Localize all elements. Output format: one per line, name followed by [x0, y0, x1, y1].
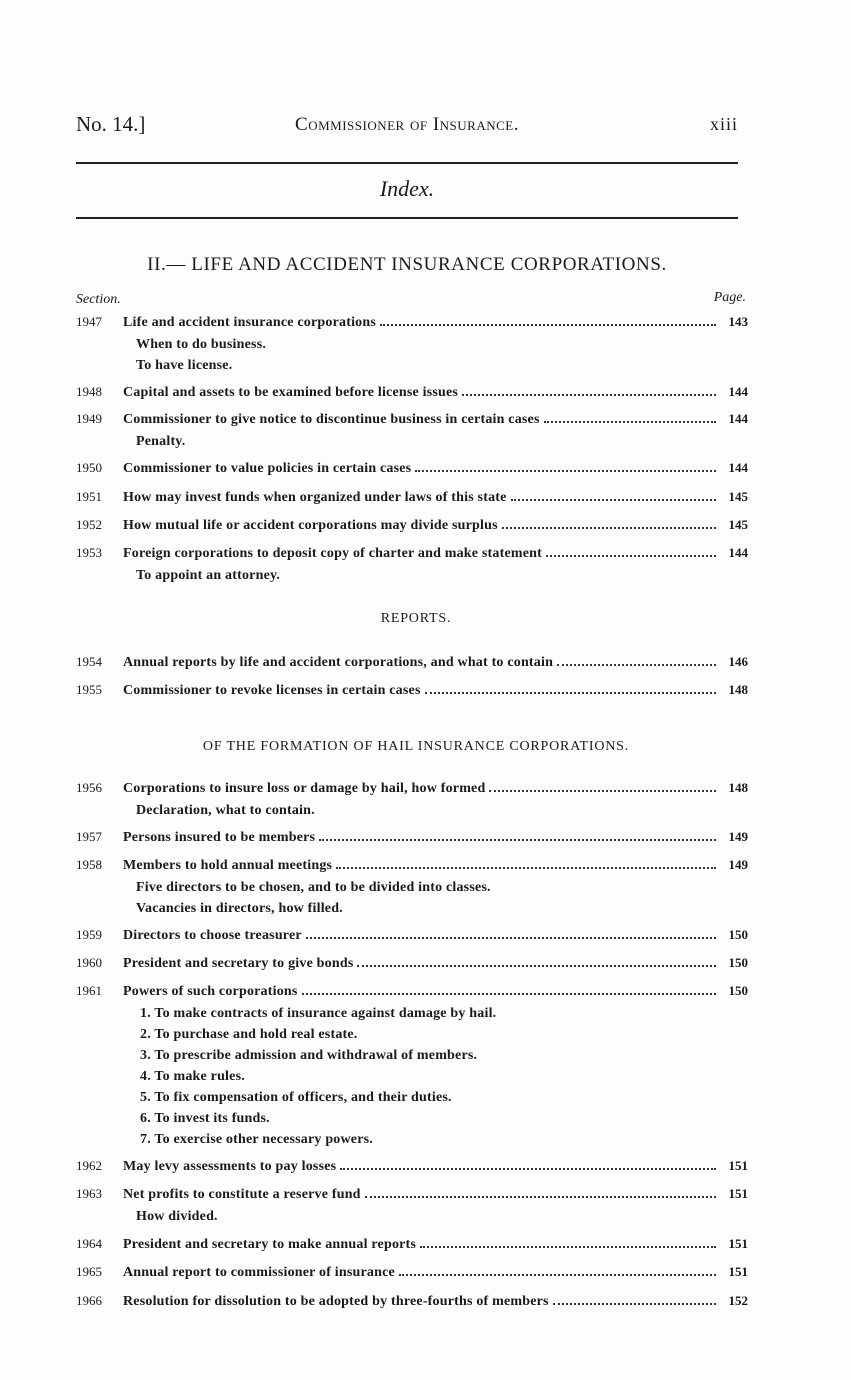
entry-line — [76, 1158, 748, 1178]
entry-line — [76, 654, 748, 674]
sub-entry: To have license. — [136, 358, 233, 373]
entry-line — [76, 955, 748, 975]
dot-leader — [425, 692, 716, 694]
entry-line — [76, 1186, 748, 1206]
section-number: 1959 — [76, 927, 102, 942]
entry-title: How may invest funds when organized under laws of this state — [123, 490, 507, 505]
dot-leader — [415, 470, 716, 472]
page-reference: 148 — [728, 682, 748, 697]
sub-entry: How divided. — [136, 1209, 218, 1224]
section-number: 1962 — [76, 1158, 102, 1173]
dot-leader — [380, 324, 716, 326]
section-number: 1957 — [76, 829, 102, 844]
page-reference: 151 — [728, 1186, 748, 1201]
index-entry — [76, 1293, 748, 1313]
dot-leader — [544, 421, 716, 423]
section-number: 1956 — [76, 780, 102, 795]
index-title: Index. — [379, 176, 435, 201]
sub-entry: To appoint an attorney. — [136, 568, 281, 583]
index-entry — [76, 460, 748, 480]
section-number: 1966 — [76, 1293, 102, 1308]
entry-title: Corporations to insure loss or damage by hail, how formed — [123, 781, 486, 796]
dot-leader — [557, 664, 716, 666]
entry-title: Foreign corporations to deposit copy of charter and make statement — [123, 546, 543, 561]
index-entry — [76, 1236, 748, 1256]
entry-line — [76, 489, 748, 509]
sub-entry: Penalty. — [136, 434, 186, 449]
running-header — [76, 112, 738, 138]
page-column-label: Page. — [713, 290, 746, 305]
entry-title: Life and accident insurance corporations — [123, 315, 376, 330]
index-entry — [76, 517, 748, 537]
index-entry — [76, 682, 748, 702]
running-title: Commissioner of Insurance. — [295, 114, 519, 135]
dot-leader — [302, 993, 716, 995]
entry-line — [76, 314, 748, 334]
dot-leader — [420, 1246, 716, 1248]
page-reference: 151 — [728, 1236, 748, 1251]
entry-line — [76, 460, 748, 480]
index-entry — [76, 411, 748, 452]
section-number: 1960 — [76, 955, 102, 970]
sub-entry: 3. To prescribe admission and withdrawal of members. — [140, 1048, 478, 1063]
dot-leader — [489, 790, 716, 792]
dot-leader — [399, 1274, 716, 1276]
entry-title: Commissioner to value policies in certain cases — [123, 461, 412, 476]
entry-line — [76, 857, 748, 877]
entry-title: Annual report to commissioner of insurance — [123, 1265, 395, 1280]
dot-leader — [511, 499, 716, 501]
entry-title: Powers of such corporations — [123, 984, 298, 999]
sub-entry: 5. To fix compensation of officers, and their duties. — [140, 1090, 452, 1105]
sub-entry: Five directors to be chosen, and to be divided into classes. — [136, 880, 491, 895]
entry-line — [76, 411, 748, 431]
entry-line — [76, 927, 748, 947]
index-entry — [76, 955, 748, 975]
page-reference: 144 — [728, 545, 748, 560]
dot-leader — [502, 527, 716, 529]
document-number: No. 14.] — [76, 112, 146, 136]
dot-leader — [546, 555, 716, 557]
dot-leader — [553, 1303, 716, 1305]
section-number: 1952 — [76, 517, 102, 532]
entry-line — [76, 1236, 748, 1256]
index-entry — [76, 1158, 748, 1178]
index-entry — [76, 780, 748, 821]
sub-entry: Declaration, what to contain. — [136, 803, 315, 818]
section-number: 1949 — [76, 411, 102, 426]
entry-line — [76, 682, 748, 702]
entry-title: Persons insured to be members — [123, 830, 316, 845]
entry-line — [76, 384, 748, 404]
section-number: 1947 — [76, 314, 102, 329]
entry-title: Net profits to constitute a reserve fund — [123, 1187, 361, 1202]
sub-entry: 7. To exercise other necessary powers. — [140, 1132, 373, 1147]
page-reference: 150 — [728, 927, 748, 942]
sub-entry: 4. To make rules. — [140, 1069, 245, 1084]
page-reference: 145 — [728, 517, 748, 532]
section-number: 1965 — [76, 1264, 102, 1279]
dot-leader — [357, 965, 716, 967]
entry-title: Resolution for dissolution to be adopted by three-fourths of members — [123, 1294, 549, 1309]
page-reference: 151 — [728, 1264, 748, 1279]
bottom-rule — [76, 217, 738, 219]
sub-entry: 2. To purchase and hold real estate. — [140, 1027, 358, 1042]
index-entry — [76, 857, 748, 919]
entry-line — [76, 829, 748, 849]
section-number: 1950 — [76, 460, 102, 475]
entry-title: President and secretary to give bonds — [123, 956, 354, 971]
entry-title: Commissioner to revoke licenses in certain cases — [123, 683, 421, 698]
section-number: 1951 — [76, 489, 102, 504]
dot-leader — [340, 1168, 716, 1170]
entry-title: May levy assessments to pay losses — [123, 1159, 337, 1174]
dot-leader — [365, 1196, 716, 1198]
entry-title: Annual reports by life and accident corporations, and what to contain — [123, 655, 554, 670]
index-entry — [76, 1186, 748, 1227]
entry-title: Members to hold annual meetings — [123, 858, 333, 873]
entry-line — [76, 983, 748, 1003]
section-number: 1963 — [76, 1186, 102, 1201]
page-reference: 149 — [728, 857, 748, 872]
index-entry — [76, 983, 748, 1150]
part-title: II.— LIFE AND ACCIDENT INSURANCE CORPORATIONS. — [147, 254, 667, 275]
page-reference: 144 — [728, 460, 748, 475]
index-entry — [76, 829, 748, 849]
page-reference: 144 — [728, 384, 748, 399]
entry-title: How mutual life or accident corporations may divide surplus — [123, 518, 498, 533]
section-number: 1961 — [76, 983, 102, 998]
entry-title: Directors to choose treasurer — [123, 928, 302, 943]
section-number: 1958 — [76, 857, 102, 872]
entry-line — [76, 545, 748, 565]
page-reference: 145 — [728, 489, 748, 504]
section-number: 1948 — [76, 384, 102, 399]
section-column-label: Section. — [76, 292, 121, 307]
hail-heading: OF THE FORMATION OF HAIL INSURANCE CORPORATIONS. — [202, 739, 630, 754]
section-number: 1964 — [76, 1236, 102, 1251]
index-entry — [76, 314, 748, 376]
entry-line — [76, 780, 748, 800]
sub-entry: 6. To invest its funds. — [140, 1111, 270, 1126]
section-number: 1955 — [76, 682, 102, 697]
dot-leader — [319, 839, 716, 841]
page-reference: 146 — [728, 654, 748, 669]
dot-leader — [306, 937, 716, 939]
sub-entry: 1. To make contracts of insurance against damage by hail. — [140, 1006, 497, 1021]
entry-line — [76, 1293, 748, 1313]
top-rule — [76, 162, 738, 164]
sub-entry: Vacancies in directors, how filled. — [136, 901, 343, 916]
dot-leader — [336, 867, 716, 869]
page-reference: 149 — [728, 829, 748, 844]
entry-title: Commissioner to give notice to discontinue business in certain cases — [123, 412, 540, 427]
index-entry — [76, 489, 748, 509]
section-number: 1953 — [76, 545, 102, 560]
section-number: 1954 — [76, 654, 102, 669]
sub-entry: When to do business. — [136, 337, 267, 352]
entry-line — [76, 517, 748, 537]
index-entry — [76, 654, 748, 674]
page-reference: 148 — [728, 780, 748, 795]
index-entry — [76, 384, 748, 404]
page-number: xiii — [709, 114, 738, 134]
dot-leader — [462, 394, 716, 396]
entry-title: Capital and assets to be examined before license issues — [123, 385, 459, 400]
page-reference: 144 — [728, 411, 748, 426]
index-entry — [76, 1264, 748, 1284]
reports-heading: REPORTS. — [380, 611, 452, 626]
index-entry — [76, 927, 748, 947]
entry-title: President and secretary to make annual reports — [123, 1237, 417, 1252]
index-entry — [76, 545, 748, 586]
column-headings — [76, 292, 746, 312]
page-reference: 152 — [728, 1293, 748, 1308]
entry-line — [76, 1264, 748, 1284]
page-reference: 150 — [728, 983, 748, 998]
page-reference: 143 — [728, 314, 748, 329]
page-reference: 151 — [728, 1158, 748, 1173]
page-reference: 150 — [728, 955, 748, 970]
